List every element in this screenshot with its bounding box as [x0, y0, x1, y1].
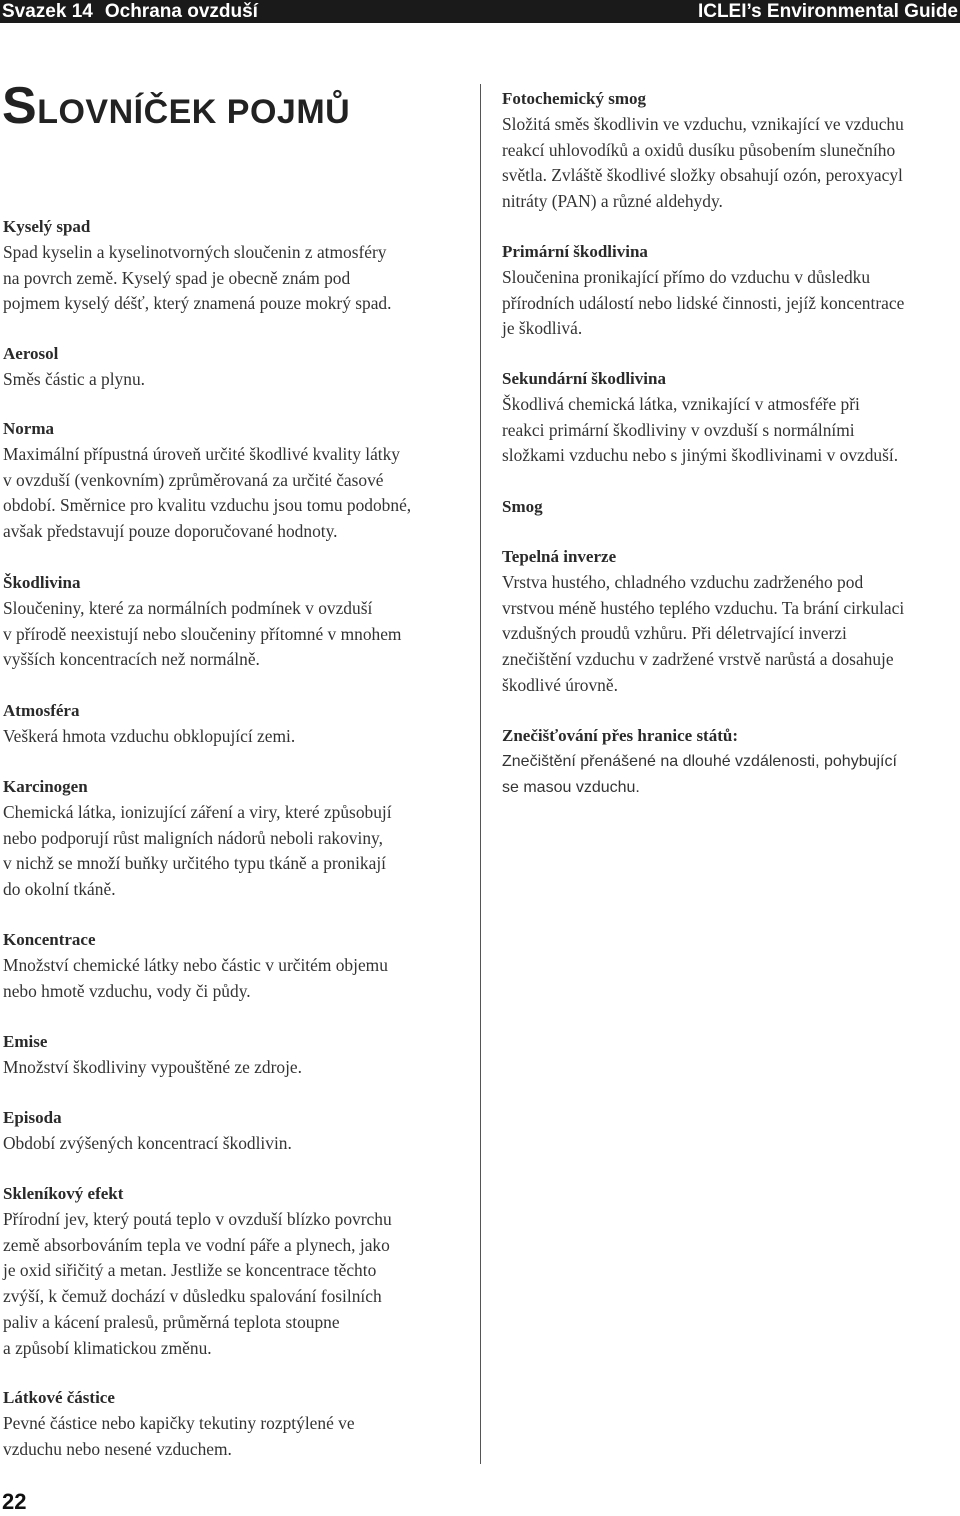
glossary-definition: Sloučeniny, které za normálních podmínek v ovzduší v přírodě neexistují nebo sloučeniny přítomné v mnohem vyšších koncentracích než normálně. — [3, 598, 402, 670]
glossary-entry — [3, 416, 473, 545]
glossary-entry — [3, 698, 473, 750]
column-divider — [480, 84, 481, 1464]
glossary-entry — [3, 1181, 473, 1361]
glossary-term: Skleníkový efekt — [3, 1184, 124, 1203]
glossary-term: Sekundární škodlivina — [502, 369, 666, 388]
guide-title: ICLEI’s Environmental Guide — [697, 1, 958, 22]
glossary-term: Kyselý spad — [3, 217, 91, 236]
glossary-entry — [502, 86, 960, 215]
glossary-definition: Složitá směs škodlivin ve vzduchu, vznikající ve vzduchu reakcí uhlovodíků a oxidů dusíku působením slunečního světla. Zvláště škodlivé složky obsahují ozón, peroxyacyl nitráty (PAN) a různé aldehydy. — [502, 114, 904, 212]
glossary-term: Koncentrace — [3, 930, 96, 949]
glossary-definition: Veškerá hmota vzduchu obklopující zemi. — [3, 726, 296, 746]
glossary-entry — [3, 927, 473, 1004]
glossary-entry — [3, 341, 473, 393]
glossary-entry — [502, 723, 960, 800]
glossary-entry — [502, 494, 960, 520]
page-title-rest: LOVNÍČEK POJMŮ — [37, 93, 351, 131]
glossary-definition: Maximální přípustná úroveň určité škodlivé kvality látky v ovzduší (venkovním) zprůměrovaná za určité časové období. Směrnice pro kvalitu vzduchu jsou tomu podobné, avšak představují pouze doporučované hodnoty. — [3, 444, 412, 542]
page-title-initial: S — [2, 77, 38, 135]
glossary-term: Aerosol — [3, 344, 59, 363]
section-title: Ochrana ovzduší — [104, 1, 258, 22]
glossary-definition: Vrstva hustého, chladného vzduchu zadrženého pod vrstvou méně hustého teplého vzduchu. Ta brání cirkulaci vzdušných proudů vzhůru. Při déletrvající inverzi znečištění vzduchu v zadržené vrstvě narůstá a dosahuje škodlivé úrovně. — [502, 572, 905, 695]
glossary-term: Emise — [3, 1032, 48, 1051]
glossary-definition: Spad kyselin a kyselinotvorných sloučenin z atmosféry na povrch země. Kyselý spad je obecně znám pod pojmem kyselý déšť, který znamená pouze mokrý spad. — [3, 242, 392, 314]
glossary-definition: Znečištění přenášené na dlouhé vzdálenosti, pohybující se masou vzduchu. — [502, 753, 897, 796]
glossary-term: Primární škodlivina — [502, 242, 648, 261]
glossary-definition: Sloučenina pronikající přímo do vzduchu v důsledku přírodních událostí nebo lidské činnosti, jejíž koncentrace je škodlivá. — [502, 267, 905, 339]
volume-label: Svazek 14 — [2, 1, 93, 22]
glossary-definition: Období zvýšených koncentrací škodlivin. — [3, 1133, 292, 1153]
page-number: 22 — [2, 1489, 27, 1514]
page-title — [2, 77, 351, 138]
glossary-entry — [3, 1105, 473, 1157]
glossary-term: Karcinogen — [3, 777, 88, 796]
glossary-definition: Pevné částice nebo kapičky tekutiny rozptýlené ve vzduchu nebo nesené vzduchem. — [3, 1413, 355, 1459]
glossary-entry — [3, 214, 473, 317]
glossary-term: Tepelná inverze — [502, 547, 617, 566]
glossary-term: Látkové částice — [3, 1388, 115, 1407]
glossary-definition: Přírodní jev, který poutá teplo v ovzduší blízko povrchu země absorbováním tepla ve vodní páře a plynech, jako je oxid siřičitý a metan. Jestliže se koncentrace těchto zvýší, k čemuž dochází v důsledku spalování fosilních paliv a kácení pralesů, průměrná teplota stoupne a způsobí klimatickou změnu. — [3, 1209, 392, 1358]
header-left — [2, 0, 258, 23]
glossary-entry — [502, 366, 960, 469]
glossary-definition: Množství škodliviny vypouštěné ze zdroje. — [3, 1057, 302, 1077]
glossary-term: Norma — [3, 419, 54, 438]
glossary-entry — [3, 1029, 473, 1081]
glossary-entry — [3, 774, 473, 903]
running-header — [0, 0, 960, 23]
glossary-definition: Škodlivá chemická látka, vznikající v atmosféře při reakci primární škodliviny v ovzduší s normálními složkami vzduchu nebo s jinými škodlivinami v ovzduší. — [502, 394, 899, 466]
glossary-term: Fotochemický smog — [502, 89, 647, 108]
glossary-entry — [3, 570, 473, 673]
glossary-definition: Směs částic a plynu. — [3, 369, 145, 389]
glossary-term: Episoda — [3, 1108, 62, 1127]
glossary-entry — [3, 1385, 473, 1462]
glossary-definition: Množství chemické látky nebo částic v určitém objemu nebo hmotě vzduchu, vody či půdy. — [3, 955, 388, 1001]
glossary-definition: Chemická látka, ionizující záření a viry, které způsobují nebo podporují růst maligních nádorů neboli rakoviny, v nichž se množí buňky určitého typu tkáně a pronikají do okolní tkáně. — [3, 802, 392, 900]
glossary-entry — [502, 544, 960, 699]
glossary-term: Atmosféra — [3, 701, 80, 720]
glossary-term: Smog — [502, 497, 543, 516]
glossary-term: Znečišťování přes hranice států: — [502, 726, 738, 745]
glossary-term: Škodlivina — [3, 573, 81, 592]
glossary-entry — [502, 239, 960, 342]
